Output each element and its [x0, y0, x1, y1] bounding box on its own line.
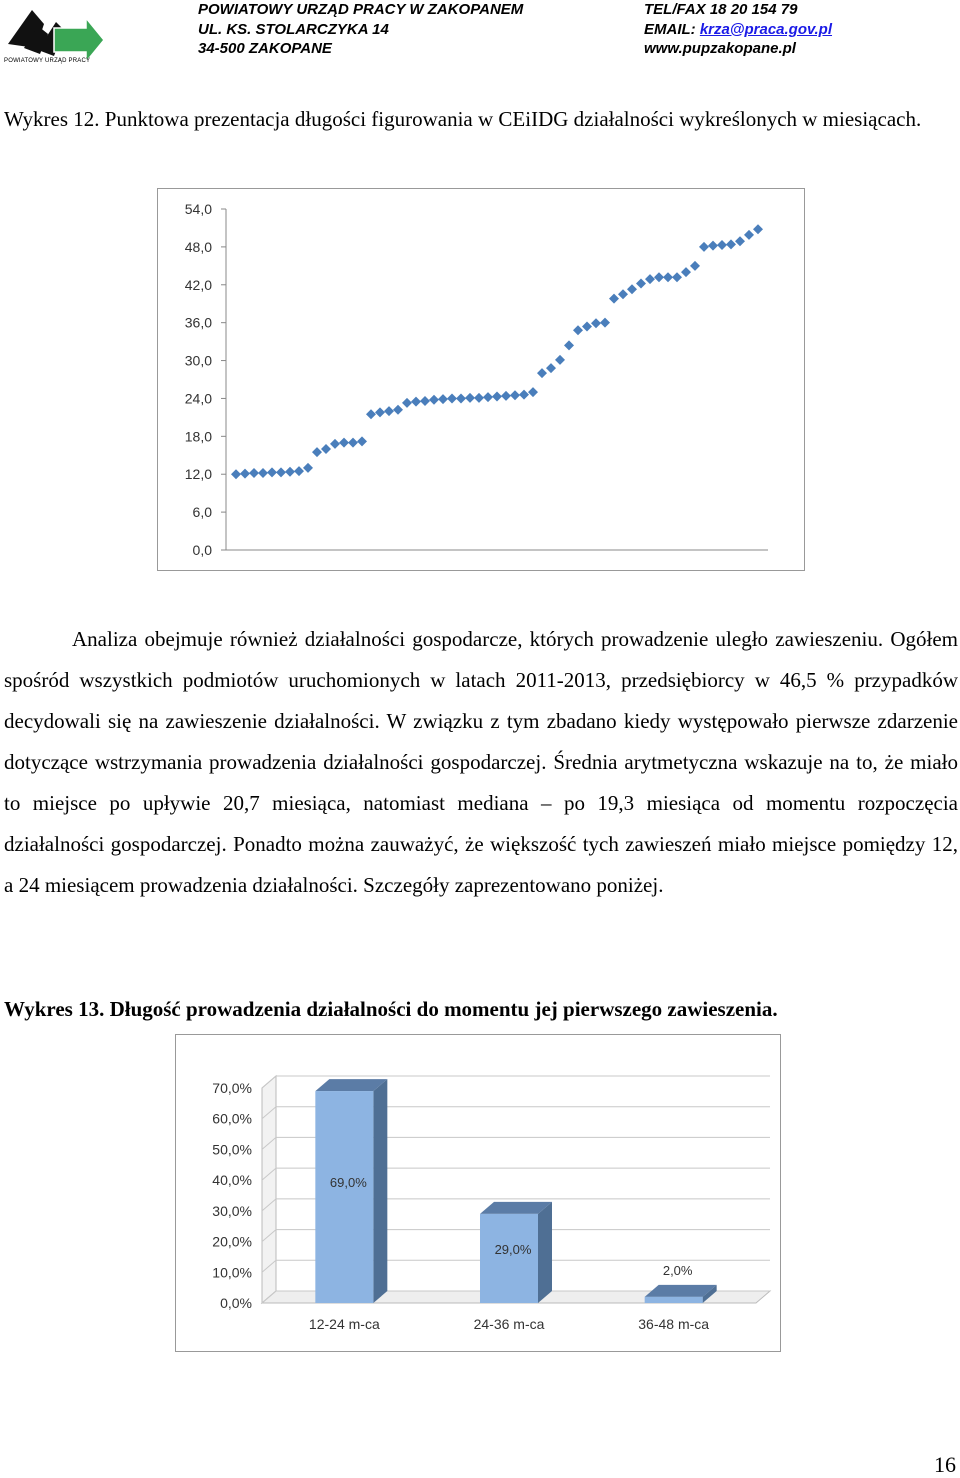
category-label: 24-36 m-ca: [473, 1316, 545, 1332]
data-point: [492, 392, 502, 402]
data-point: [690, 261, 700, 271]
data-point: [636, 279, 646, 289]
data-point: [618, 289, 628, 299]
data-point: [294, 466, 304, 476]
y-tick-label: 30,0%: [212, 1202, 252, 1219]
data-point: [672, 272, 682, 282]
office-address: [198, 0, 523, 59]
data-point: [735, 236, 745, 246]
data-point: [474, 393, 484, 403]
email-label: EMAIL:: [644, 20, 700, 38]
data-point: [339, 438, 349, 448]
data-point: [267, 467, 277, 477]
data-point: [582, 321, 592, 331]
y-tick-label: 48,0: [184, 238, 212, 255]
data-point: [573, 325, 583, 335]
data-point: [420, 396, 430, 406]
website-link[interactable]: www.pupzakopane.pl: [644, 40, 796, 57]
data-point: [519, 390, 529, 400]
y-tick-label: 0,0%: [220, 1295, 252, 1311]
page-number: 16: [934, 1452, 956, 1477]
data-point: [708, 241, 718, 251]
data-point: [753, 224, 763, 234]
data-point: [744, 230, 754, 240]
y-tick-label: 70,0%: [212, 1080, 252, 1096]
data-point: [654, 272, 664, 282]
data-point: [510, 390, 520, 400]
chart-12-caption: Wykres 12. Punktowa prezentacja długości figurowania w CEiIDG działalności wykreślonych w miesiącach.: [4, 107, 922, 131]
data-point: [564, 340, 574, 350]
data-point: [276, 467, 286, 477]
y-tick-label: 18,0: [184, 428, 212, 445]
data-point: [438, 394, 448, 404]
bar-side: [538, 1202, 552, 1303]
bar: [315, 1091, 373, 1303]
y-tick-label: 60,0%: [212, 1110, 252, 1127]
data-point: [528, 387, 538, 397]
office-contact: [644, 0, 832, 59]
data-point: [402, 398, 412, 408]
data-point: [249, 468, 259, 478]
scatter-chart-frame: [157, 188, 805, 571]
data-point: [447, 393, 457, 403]
category-label: 12-24 m-ca: [308, 1316, 380, 1332]
category-label: 36-48 m-ca: [638, 1316, 710, 1332]
y-tick-label: 42,0: [184, 276, 212, 293]
data-point: [366, 409, 376, 419]
data-point: [726, 239, 736, 249]
data-point: [429, 395, 439, 405]
data-point: [600, 318, 610, 328]
bar-chart: [176, 1035, 780, 1351]
analysis-paragraph: [4, 619, 958, 906]
data-point: [645, 274, 655, 284]
y-tick-label: 6,0: [192, 504, 212, 521]
y-tick-label: 20,0%: [212, 1233, 252, 1250]
y-tick-label: 12,0: [184, 466, 212, 483]
y-tick-label: 50,0%: [212, 1141, 252, 1158]
data-point: [501, 391, 511, 401]
data-point: [258, 468, 268, 478]
email-line: [644, 20, 832, 40]
data-point: [393, 405, 403, 415]
data-point: [465, 393, 475, 403]
data-point: [627, 284, 637, 294]
data-point: [717, 240, 727, 250]
data-point: [699, 242, 709, 252]
data-point: [483, 392, 493, 402]
data-point: [285, 467, 295, 477]
data-point: [384, 406, 394, 416]
y-tick-label: 54,0: [184, 201, 212, 217]
y-tick-label: 36,0: [184, 314, 212, 331]
data-point: [537, 368, 547, 378]
y-tick-label: 30,0: [184, 352, 212, 369]
bar-chart-frame: [175, 1034, 781, 1352]
y-tick-label: 0,0: [192, 542, 212, 558]
phone-fax: TEL/FAX 18 20 154 79: [644, 1, 798, 18]
data-point: [321, 444, 331, 454]
chart-13-caption: Wykres 13. Długość prowadzenia działalności do momentu jej pierwszego zawieszenia.: [4, 997, 778, 1021]
y-tick-label: 10,0%: [212, 1264, 252, 1281]
data-label: 2,0%: [662, 1262, 693, 1278]
bar-side: [373, 1079, 387, 1303]
y-tick-label: 24,0: [184, 390, 212, 407]
office-street: UL. KS. STOLARCZYKA 14: [198, 20, 389, 38]
side-wall: [262, 1076, 276, 1303]
data-point: [348, 438, 358, 448]
data-point: [357, 436, 367, 446]
data-point: [330, 439, 340, 449]
bar: [645, 1297, 703, 1303]
data-point: [663, 272, 673, 282]
page-header: [0, 0, 960, 70]
data-point: [609, 294, 619, 304]
data-point: [312, 447, 322, 457]
data-point: [591, 318, 601, 328]
data-point: [303, 463, 313, 473]
data-point: [456, 393, 466, 403]
data-point: [375, 407, 385, 417]
data-point: [240, 469, 250, 479]
data-label: 69,0%: [329, 1175, 367, 1191]
office-city: 34-500 ZAKOPANE: [198, 40, 332, 57]
logo-caption: POWIATOWY URZĄD PRACY: [4, 58, 91, 64]
bar: [480, 1214, 538, 1303]
y-tick-label: 40,0%: [212, 1172, 252, 1189]
data-label: 29,0%: [494, 1241, 532, 1257]
data-point: [411, 397, 421, 407]
data-point: [231, 469, 241, 479]
scatter-chart: [158, 189, 804, 570]
data-point: [546, 363, 556, 373]
data-point: [555, 355, 565, 365]
email-link[interactable]: krza@praca.gov.pl: [699, 20, 833, 38]
office-name: POWIATOWY URZĄD PRACY W ZAKOPANEM: [198, 1, 524, 18]
data-point: [681, 267, 691, 277]
paragraph-text: Analiza obejmuje również działalności gospodarcze, których prowadzenie uległo zawieszeniu. Ogółem spośród wszystkich podmiotów uruchomionych w latach 2011-2013, przedsiębiorcy w 46,5 % przypadków decydowali się na zawieszenie działalności. W związku z tym zbadano kiedy występowało pierwsze zdarzenie dotyczące wstrzymania prowadzenia działalności gospodarczej. Średnia arytmetyczna wskazuje na to, że miało to miejsce po upływie 20,7 miesiąca, natomiast mediana – po 19,3 miesiąca od momentu rozpoczęcia działalności gospodarczej. Ponadto można zauważyć, że większość tych zawieszeń miało miejsce pomiędzy 12, a 24 miesiącem prowadzenia działalności. Szczegóły zaprezentowano poniżej.: [4, 627, 958, 897]
